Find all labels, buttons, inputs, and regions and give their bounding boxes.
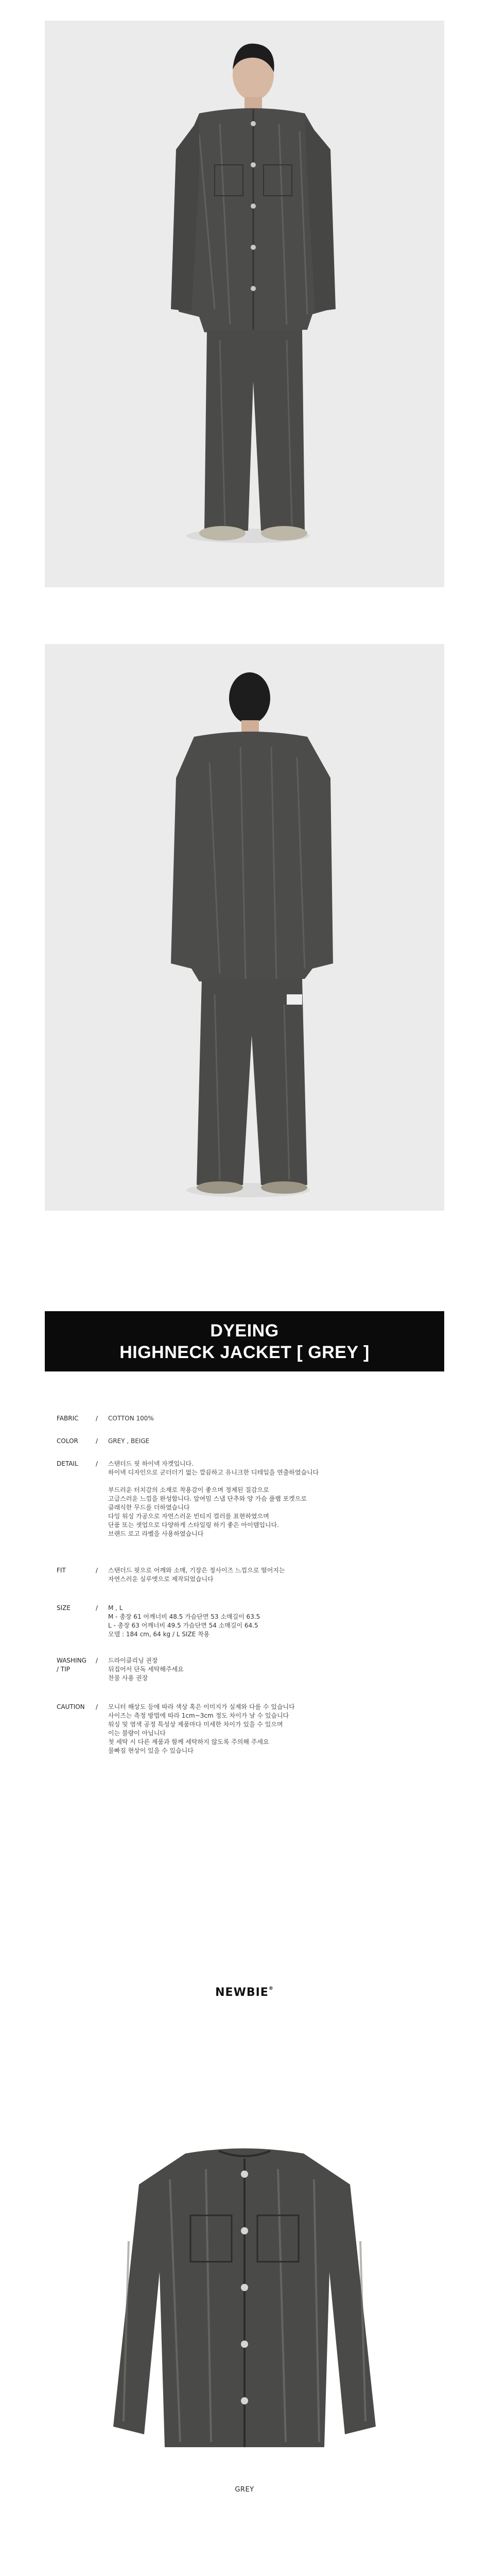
size-sep: /: [96, 1604, 98, 1612]
detail-line: 고급스러운 느낌을 완성합니다. 앞여밈 스냅 단추와 양 가슴 플랩 포켓으로: [108, 1495, 307, 1502]
fit-line: 자연스러운 실루엣으로 제작되었습니다: [108, 1575, 214, 1583]
caution-line: 모니터 해상도 등에 따라 색상 혹은 이미지가 실제와 다를 수 있습니다: [108, 1703, 295, 1710]
caution-line: 사이즈는 측정 방법에 따라 1cm~3cm 정도 차이가 날 수 있습니다: [108, 1712, 289, 1719]
caution-line: 물빠짐 현상이 있을 수 있습니다: [108, 1747, 194, 1754]
size-key: SIZE: [57, 1604, 71, 1612]
detail-line: 스탠더드 핏 하이넥 자켓입니다.: [108, 1460, 194, 1467]
detail-line: 하이넥 디자인으로 군더더기 없는 깔끔하고 유니크한 디테일을 연출하였습니다: [108, 1469, 319, 1476]
caution-line: 워싱 및 염색 공정 특성상 제품마다 미세한 차이가 있을 수 있으며: [108, 1721, 283, 1728]
detail-key: DETAIL: [57, 1460, 78, 1467]
washing-line: 뒤집어서 단독 세탁해주세요: [108, 1666, 184, 1673]
size-line: L - 총장 63 어깨너비 49.5 가슴단면 54 소매길이 64.5: [108, 1622, 258, 1629]
washing-value: [108, 1656, 427, 1683]
detail-line: 다잉 워싱 가공으로 자연스러운 빈티지 컬러를 표현하였으며: [108, 1513, 269, 1520]
product-title-line2: HIGHNECK JACKET [ GREY ]: [119, 1342, 370, 1362]
fit-line: 스탠더드 핏으로 어깨와 소매, 기장은 정사이즈 느낌으로 떨어지는: [108, 1567, 285, 1574]
detail-value: [108, 1460, 427, 1538]
detail-sep: /: [96, 1460, 98, 1467]
product-flat-photo-1: [108, 2138, 381, 2463]
caution-value: [108, 1703, 427, 1755]
color-sep: /: [96, 1437, 98, 1445]
model-photo-back: [45, 644, 444, 1211]
size-line: M , L: [108, 1604, 123, 1612]
caution-line: 이는 불량이 아닙니다: [108, 1730, 166, 1737]
detail-line: 부드러운 터치감의 소재로 착용감이 좋으며 정제된 질감으로: [108, 1486, 269, 1494]
color-label: GREY: [235, 2486, 254, 2494]
size-value: [108, 1604, 427, 1639]
model-photo-front: [45, 21, 444, 587]
fit-value: [108, 1566, 427, 1584]
detail-line: 클래식한 무드를 더하였습니다: [108, 1504, 190, 1511]
brand-name: NEWBIE: [215, 1986, 269, 1999]
washing-line: 드라이클리닝 권장: [108, 1657, 158, 1664]
caution-key: CAUTION: [57, 1703, 85, 1710]
fit-key: FIT: [57, 1567, 66, 1574]
detail-line: 단품 또는 셋업으로 다양하게 스타일링 하기 좋은 아이템입니다.: [108, 1521, 279, 1529]
washing-line: 찬물 사용 권장: [108, 1674, 148, 1682]
color-value: GREY , BEIGE: [108, 1437, 150, 1445]
caution-line: 첫 세탁 시 다른 제품과 함께 세탁하지 않도록 주의해 주세요: [108, 1738, 269, 1745]
size-line: M - 총장 61 어깨너비 48.5 가슴단면 53 소매길이 63.5: [108, 1613, 260, 1620]
fabric-value: COTTON 100%: [108, 1415, 154, 1422]
fabric-key: FABRIC: [57, 1415, 79, 1422]
washing-sep: /: [96, 1657, 98, 1664]
fabric-sep: /: [96, 1415, 98, 1422]
fit-sep: /: [96, 1567, 98, 1574]
caution-sep: /: [96, 1703, 98, 1710]
color-key: COLOR: [57, 1437, 78, 1445]
size-line: 모델 : 184 cm, 64 kg / L SIZE 착용: [108, 1631, 210, 1638]
detail-line: 브랜드 로고 라벨을 사용하였습니다: [108, 1530, 204, 1537]
brand-registered-mark: ®: [268, 1986, 274, 1991]
product-flat-photo-2: [88, 2566, 401, 2576]
product-title-bar: [45, 1311, 444, 1371]
brand-logo: [0, 1986, 489, 1999]
product-title-line1: DYEING: [210, 1320, 279, 1341]
washing-key: WASHING / TIP: [57, 1657, 86, 1673]
